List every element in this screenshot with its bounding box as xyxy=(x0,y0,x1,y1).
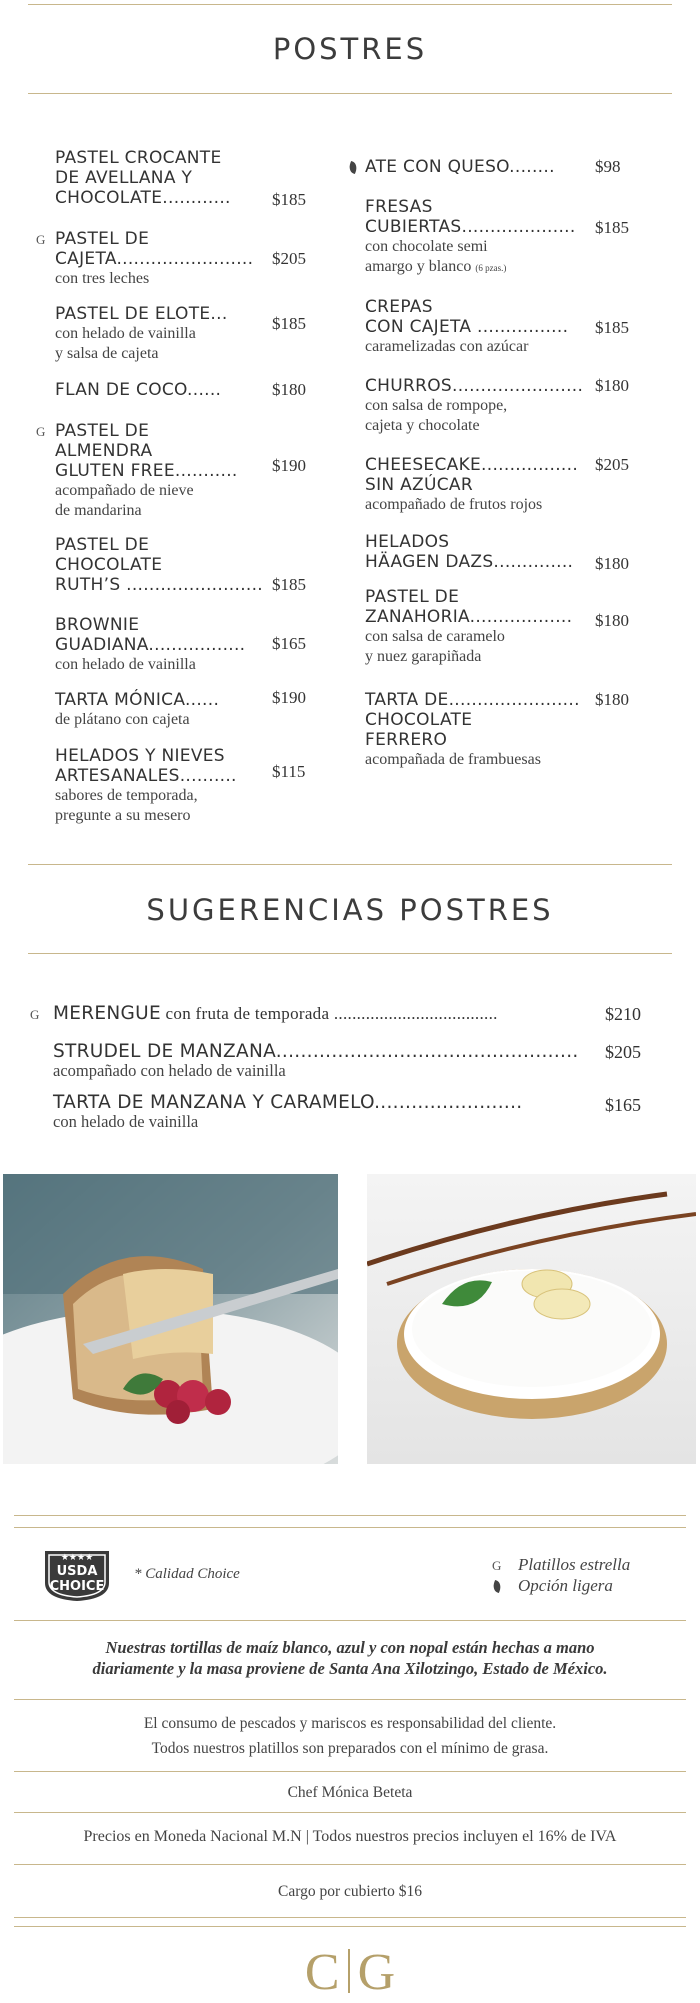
logo-c: C xyxy=(304,1944,340,2001)
menu-item-description: con salsa de caramelo y nuez garapiñada xyxy=(365,628,505,665)
menu-item-description: caramelizadas con azúcar xyxy=(365,338,529,355)
suggestion-name: TARTA DE MANZANA Y CARAMELO........................ xyxy=(53,1092,523,1113)
menu-item-name: HELADOS HÄAGEN DAZS.............. xyxy=(365,532,574,572)
menu-item-name: CREPAS CON CAJETA ................ xyxy=(365,297,569,337)
menu-item xyxy=(55,615,245,675)
menu-item-description: con helado de vainilla y salsa de cajeta xyxy=(55,325,196,362)
logo-g: G xyxy=(357,1944,396,2001)
menu-item xyxy=(55,304,228,364)
divider xyxy=(14,1699,686,1700)
menu-item-price: $205 xyxy=(272,249,306,268)
leaf-icon xyxy=(491,1580,502,1593)
suggestion-price: $210 xyxy=(605,1004,641,1024)
menu-item-price: $190 xyxy=(272,456,306,475)
menu-item-name: PASTEL DE ALMENDRA GLUTEN FREE........... xyxy=(55,421,238,481)
cargo-cubierto: Cargo por cubierto $16 xyxy=(278,1883,422,1900)
menu-item-name: PASTEL DE CHOCOLATE RUTH’S ........................ xyxy=(55,535,264,595)
calidad-choice-text: * Calidad Choice xyxy=(134,1566,240,1582)
menu-item-name: FRESAS CUBIERTAS.................... xyxy=(365,197,576,237)
consumo-note: El consumo de pescados y mariscos es responsabilidad del cliente. xyxy=(143,1715,557,1732)
menu-item-description: de plátano con cajeta xyxy=(55,711,190,728)
menu-item xyxy=(365,690,580,770)
menu-item-name: BROWNIE GUADIANA................. xyxy=(55,615,246,655)
cake-photo xyxy=(3,1174,338,1464)
menu-item xyxy=(365,157,555,177)
menu-item-name: PASTEL DE CAJETA........................ xyxy=(55,229,254,269)
menu-item xyxy=(365,297,568,357)
divider xyxy=(14,1864,686,1865)
suggestion-item xyxy=(53,1093,522,1130)
menu-item-price: $185 xyxy=(272,190,306,209)
suggestion-name: MERENGUE con fruta de temporada .................................... xyxy=(53,1003,498,1024)
suggestion-price: $165 xyxy=(605,1095,641,1115)
divider xyxy=(14,1926,686,1927)
g-star-icon: G xyxy=(30,1007,40,1022)
menu-item-name: PASTEL DE ZANAHORIA.................. xyxy=(365,587,573,627)
divider xyxy=(14,1812,686,1813)
menu-item-price: $205 xyxy=(595,455,629,474)
divider xyxy=(14,1771,686,1772)
menu-item-description: sabores de temporada, pregunte a su mesero xyxy=(55,787,198,824)
divider xyxy=(14,1917,686,1918)
menu-item-name: ATE CON QUESO........ xyxy=(365,157,555,177)
precios-note: Precios en Moneda Nacional M.N | Todos nuestros precios incluyen el 16% de IVA xyxy=(83,1828,617,1845)
suggestion-name: STRUDEL DE MANZANA................................................. xyxy=(53,1041,579,1062)
menu-item xyxy=(365,587,572,667)
leaf-icon xyxy=(347,161,358,174)
menu-item xyxy=(55,229,253,289)
cg-logo xyxy=(0,1945,700,2001)
menu-item-price: $165 xyxy=(272,634,306,653)
g-star-icon: G xyxy=(36,424,46,439)
suggestion-item xyxy=(53,1004,498,1024)
menu-item-price: $98 xyxy=(595,157,621,176)
divider xyxy=(14,1620,686,1621)
suggestion-item xyxy=(53,1042,579,1079)
menu-item-name: CHEESECAKE................. SIN AZÚCAR xyxy=(365,455,579,495)
menu-item xyxy=(55,746,237,826)
menu-item-price: $185 xyxy=(595,218,629,237)
menu-item-name: CHURROS....................... xyxy=(365,376,584,396)
menu-item xyxy=(365,376,583,436)
menu-item-price: $180 xyxy=(595,611,629,630)
menu-item-price: $180 xyxy=(595,554,629,573)
menu-item-description: acompañado de nieve de mandarina xyxy=(55,482,194,519)
menu-item-name: HELADOS Y NIEVES ARTESANALES.......... xyxy=(55,746,237,786)
menu-item xyxy=(365,197,576,278)
top-divider xyxy=(28,4,672,5)
menu-item xyxy=(55,380,221,400)
menu-item-note: (6 pzas.) xyxy=(475,263,507,273)
menu-item-description: con helado de vainilla xyxy=(55,656,196,673)
menu-item-price: $180 xyxy=(595,376,629,395)
divider xyxy=(28,864,672,865)
divider xyxy=(14,1527,686,1528)
menu-item-name: PASTEL DE ELOTE... xyxy=(55,304,228,324)
tortillas-note: Nuestras tortillas de maíz blanco, azul y con nopal están hechas a mano diariamente y la masa proviene de Santa Ana Xilotzingo, Estado de México. xyxy=(92,1638,608,1678)
menu-item xyxy=(365,532,573,572)
divider xyxy=(28,93,672,94)
menu-item xyxy=(365,455,578,515)
postres-title: POSTRES xyxy=(272,32,428,66)
menu-item xyxy=(55,421,238,521)
suggestion-description: acompañado con helado de vainilla xyxy=(53,1061,286,1080)
menu-item xyxy=(55,148,231,208)
suggestion-price: $205 xyxy=(605,1042,641,1062)
suggestion-description: con helado de vainilla xyxy=(53,1112,199,1131)
menu-item-price: $180 xyxy=(272,380,306,399)
menu-item xyxy=(55,690,219,730)
menu-item-name: TARTA MÓNICA...... xyxy=(55,690,220,710)
menu-item-description: acompañada de frambuesas xyxy=(365,751,541,768)
menu-item-description: con chocolate semi amargo y blanco (6 pzas.) xyxy=(365,238,507,275)
platillos-estrella-label: Platillos estrella xyxy=(518,1555,631,1574)
divider xyxy=(28,953,672,954)
menu-item-description: con salsa de rompope, cajeta y chocolate xyxy=(365,397,508,434)
menu-item-name: TARTA DE....................... CHOCOLATE FERRERO xyxy=(365,690,580,750)
tart-photo xyxy=(367,1174,696,1464)
menu-item-name: FLAN DE COCO...... xyxy=(55,380,222,400)
sugerencias-title: SUGERENCIAS POSTRES xyxy=(146,893,554,927)
menu-item-price: $185 xyxy=(272,575,306,594)
divider xyxy=(14,1515,686,1516)
suggestion-inline-desc: con fruta de temporada .................................... xyxy=(161,1004,498,1023)
g-star-icon: G xyxy=(492,1558,502,1573)
usda-choice-logo: ★★★★ USDA CHOICE xyxy=(41,1549,113,1603)
opcion-ligera-label: Opción ligera xyxy=(518,1576,613,1595)
menu-item-price: $115 xyxy=(272,762,306,781)
menu-item-price: $185 xyxy=(272,314,306,333)
menu-item-description: con tres leches xyxy=(55,270,150,287)
g-star-icon: G xyxy=(36,232,46,247)
menu-item-description: acompañado de frutos rojos xyxy=(365,496,543,513)
menu-item xyxy=(55,535,263,595)
menu-item-price: $180 xyxy=(595,690,629,709)
grasa-note: Todos nuestros platillos son preparados con el mínimo de grasa. xyxy=(151,1740,549,1757)
menu-item-price: $185 xyxy=(595,318,629,337)
chef-name: Chef Mónica Beteta xyxy=(287,1784,413,1801)
menu-item-name: PASTEL CROCANTE DE AVELLANA Y CHOCOLATE............ xyxy=(55,148,231,208)
menu-item-price: $190 xyxy=(272,688,306,707)
